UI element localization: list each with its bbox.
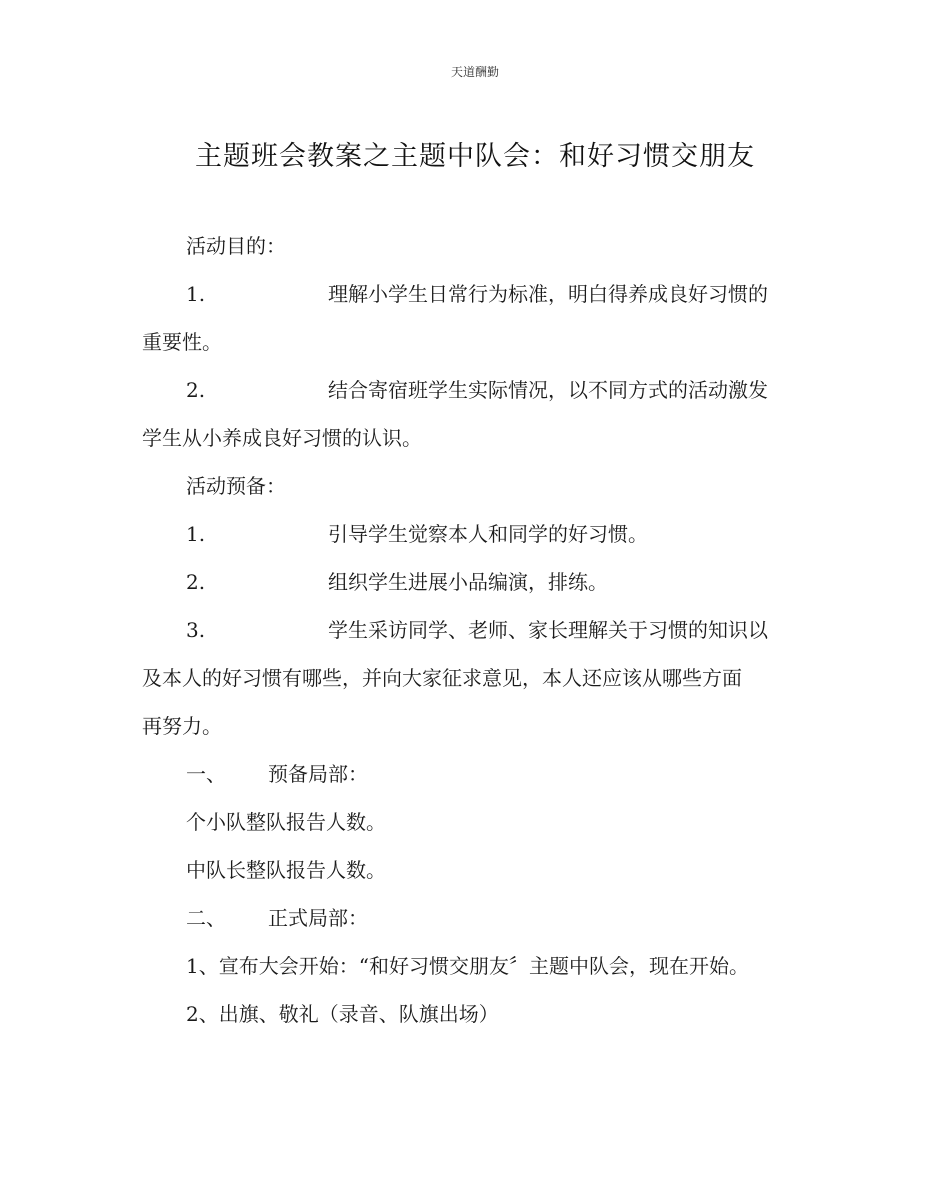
- section-1-line: 个小队整队报告人数。: [186, 810, 386, 834]
- header-mark: 天道酬勤: [450, 65, 499, 79]
- document-body: [142, 222, 808, 1038]
- item-text: 理解小学生日常行为标准，明白得养成良好习惯的: [328, 282, 768, 306]
- section-2-heading: [142, 894, 808, 942]
- prep-item-1: [142, 510, 808, 558]
- document-title: 主题班会教案之主题中队会：和好习惯交朋友: [195, 141, 755, 172]
- item-text: 学生采访同学、老师、家长理解关于习惯的知识以: [328, 618, 768, 642]
- section-1-line: 中队长整队报告人数。: [186, 858, 386, 882]
- item-text: 引导学生觉察本人和同学的好习惯。: [328, 522, 648, 546]
- item-number: 3.: [186, 618, 206, 642]
- purpose-item-2: [142, 366, 808, 414]
- prep-heading: 活动预备：: [186, 474, 286, 498]
- section-2-line: 1、宣布大会开始：“和好习惯交朋友〞主题中队会，现在开始。: [186, 954, 749, 978]
- item-number: 1.: [186, 522, 206, 546]
- prep-item-3-continuation: 及本人的好习惯有哪些，并向大家征求意见，本人还应该从哪些方面: [142, 666, 742, 690]
- section-title: 正式局部：: [268, 906, 368, 930]
- item-number: 1.: [186, 282, 206, 306]
- purpose-item-2-continuation: 学生从小养成良好习惯的认识。: [142, 426, 422, 450]
- prep-item-3: [142, 606, 808, 654]
- item-number: 2.: [186, 378, 206, 402]
- purpose-item-1: [142, 270, 808, 318]
- prep-item-3-continuation-2: 再努力。: [142, 714, 222, 738]
- item-text: 结合寄宿班学生实际情况，以不同方式的活动激发: [328, 378, 768, 402]
- section-1-heading: [142, 750, 808, 798]
- section-number: 二、: [186, 906, 226, 930]
- section-2-line: 2、出旗、敬礼（录音、队旗出场）: [186, 1002, 499, 1026]
- item-text: 组织学生进展小品编演，排练。: [328, 570, 608, 594]
- item-number: 2.: [186, 570, 206, 594]
- purpose-heading: 活动目的：: [186, 234, 286, 258]
- prep-item-2: [142, 558, 808, 606]
- purpose-item-1-continuation: 重要性。: [142, 330, 222, 354]
- section-title: 预备局部：: [268, 762, 368, 786]
- section-number: 一、: [186, 762, 226, 786]
